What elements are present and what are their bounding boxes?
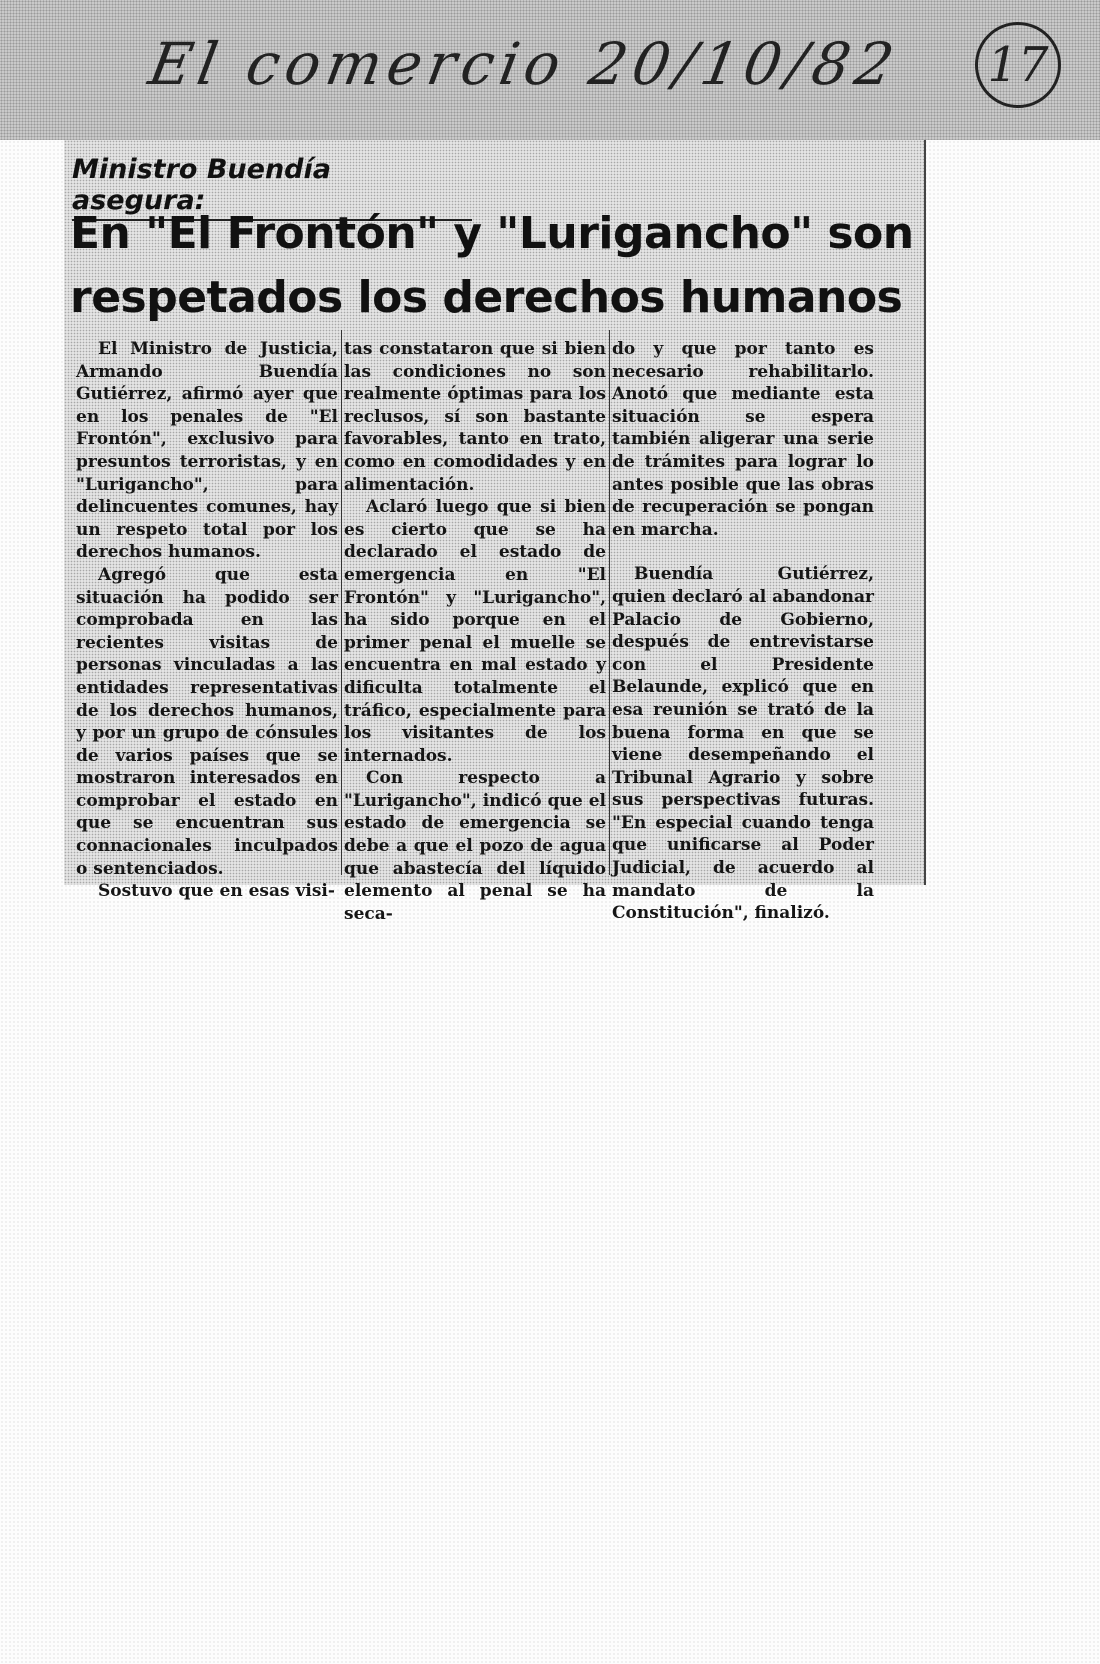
circled-page-number: 17 bbox=[975, 22, 1061, 108]
paragraph: do y que por tanto es necesario rehabilitarlo. Anotó que mediante esta situación se espera también aligerar una serie de trámites para lograr lo antes posible que las obras de recuperación se pongan en marcha. bbox=[612, 339, 874, 540]
paragraph: Agregó que esta situación ha podido ser comprobada en las recientes visitas de personas vinculadas a las entidades representativas de los derechos humanos, y por un grupo de cónsules de varios países que se mostraron interesados en comprobar el estado en que se encuentran sus connacionales inculpados o sentenciados. bbox=[76, 564, 338, 879]
paragraph: tas constataron que si bien las condiciones no son realmente óptimas para los reclusos, sí son bastante favorables, tanto en trato, como en comodidades y en alimentación. bbox=[344, 339, 606, 495]
paragraph: Sostuvo que en esas visi- bbox=[98, 881, 335, 902]
paragraph: El Ministro de Justicia, Armando Buendía Gutiérrez, afirmó ayer que en los penales de "El Frontón", exclusivo para presuntos terroristas, y en "Lurigancho", para delincuentes comunes, hay un respeto total por los derechos humanos. bbox=[76, 339, 338, 563]
column-divider bbox=[609, 330, 610, 875]
newspaper-clipping bbox=[64, 140, 926, 924]
article-column-2 bbox=[344, 338, 606, 925]
paragraph: Con respecto a "Lurigancho", indicó que el estado de emergencia se debe a que el pozo de agua que abastecía del líquido elemento al penal se ha seca- bbox=[344, 768, 606, 924]
column-divider bbox=[341, 330, 342, 875]
paragraph: Aclaró luego que si bien es cierto que se ha declarado el estado de emergencia en "El Frontón" y "Lurigancho", ha sido porque en el primer penal el muelle se encuentra en mal estado y dificulta totalmente el tráfico, especialmente para los visitantes de los internados. bbox=[344, 497, 606, 766]
article-column-3 bbox=[612, 338, 874, 925]
article-headline: En "El Frontón" y "Lurigancho" son respetados los derechos humanos bbox=[70, 208, 914, 323]
handwritten-source-note: El comercio 20/10/82 bbox=[144, 30, 905, 98]
paragraph: Buendía Gutiérrez, quien declaró al abandonar Palacio de Gobierno, después de entrevistarse con el Presidente Belaunde, explicó que en esa reunión se trató de la buena forma en que se viene desempeñando el Tribunal Agrario y sobre sus perspectivas futuras. "En especial cuando tenga que unificarse al Poder Judicial, de acuerdo al mandato de la Constitución", finalizó. bbox=[612, 564, 874, 924]
article-column-1 bbox=[76, 338, 338, 903]
article-kicker: Ministro Buendía asegura: bbox=[72, 154, 472, 221]
